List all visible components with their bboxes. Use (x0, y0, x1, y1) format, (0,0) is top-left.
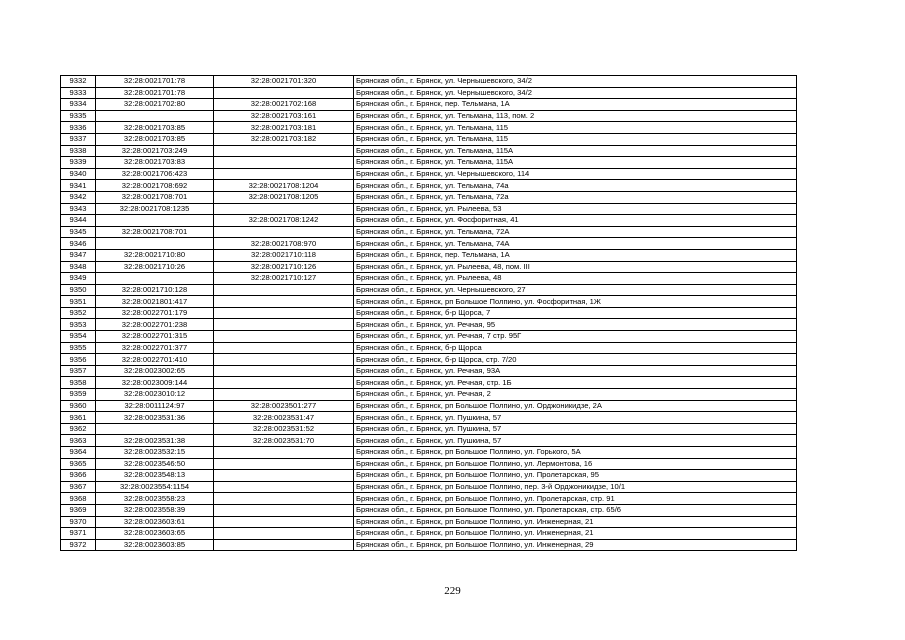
table-row (61, 249, 797, 261)
table-row (61, 99, 797, 111)
row-number-cell: 9359 (61, 389, 96, 401)
address-cell: Брянская обл., г. Брянск, рп Большое Полпино, ул. Пролетарская, стр. 91 (354, 493, 797, 505)
table-row (61, 168, 797, 180)
address-cell: Брянская обл., г. Брянск, ул. Пушкина, 57 (354, 423, 797, 435)
building-cadastral-number-cell: 32:28:0021703:161 (214, 110, 354, 122)
address-cell: Брянская обл., г. Брянск, рп Большое Полпино, ул. Орджоникидзе, 2А (354, 400, 797, 412)
cadastral-number-cell: 32:28:0023554:1154 (96, 481, 214, 493)
address-cell: Брянская обл., г. Брянск, ул. Чернышевского, 34/2 (354, 76, 797, 88)
row-number-cell: 9365 (61, 458, 96, 470)
cadastral-number-cell: 32:28:0023009:144 (96, 377, 214, 389)
building-cadastral-number-cell: 32:28:0021708:1205 (214, 191, 354, 203)
table-row (61, 87, 797, 99)
table-row (61, 504, 797, 516)
table-row (61, 435, 797, 447)
building-cadastral-number-cell (214, 377, 354, 389)
cadastral-number-cell (96, 215, 214, 227)
cadastral-number-cell (96, 423, 214, 435)
row-number-cell: 9361 (61, 412, 96, 424)
cadastral-number-cell: 32:28:0021710:26 (96, 261, 214, 273)
cadastral-number-cell: 32:28:0021701:78 (96, 76, 214, 88)
cadastral-number-cell: 32:28:0023548:13 (96, 470, 214, 482)
table-row (61, 203, 797, 215)
address-cell: Брянская обл., г. Брянск, ул. Тельмана, 115А (354, 145, 797, 157)
table-row (61, 389, 797, 401)
table-row (61, 238, 797, 250)
table-row (61, 261, 797, 273)
address-cell: Брянская обл., г. Брянск, ул. Чернышевского, 27 (354, 284, 797, 296)
row-number-cell: 9363 (61, 435, 96, 447)
row-number-cell: 9364 (61, 447, 96, 459)
building-cadastral-number-cell (214, 481, 354, 493)
address-cell: Брянская обл., г. Брянск, ул. Речная, 95 (354, 319, 797, 331)
address-cell: Брянская обл., г. Брянск, рп Большое Полпино, ул. Пролетарская, стр. 65/6 (354, 504, 797, 516)
row-number-cell: 9332 (61, 76, 96, 88)
cadastral-number-cell: 32:28:0021703:249 (96, 145, 214, 157)
address-cell: Брянская обл., г. Брянск, ул. Рылеева, 53 (354, 203, 797, 215)
table-row (61, 354, 797, 366)
cadastral-number-cell: 32:28:0022701:377 (96, 342, 214, 354)
cadastral-number-cell: 32:28:0021710:128 (96, 284, 214, 296)
address-cell: Брянская обл., г. Брянск, рп Большое Полпино, ул. Горького, 5А (354, 447, 797, 459)
table-row (61, 423, 797, 435)
row-number-cell: 9357 (61, 365, 96, 377)
cadastral-number-cell: 32:28:0023603:85 (96, 539, 214, 551)
table-row (61, 145, 797, 157)
row-number-cell: 9344 (61, 215, 96, 227)
building-cadastral-number-cell: 32:28:0021710:127 (214, 273, 354, 285)
row-number-cell: 9367 (61, 481, 96, 493)
building-cadastral-number-cell (214, 145, 354, 157)
building-cadastral-number-cell: 32:28:0021701:320 (214, 76, 354, 88)
building-cadastral-number-cell: 32:28:0021708:1242 (214, 215, 354, 227)
row-number-cell: 9349 (61, 273, 96, 285)
building-cadastral-number-cell: 32:28:0021710:118 (214, 249, 354, 261)
row-number-cell: 9360 (61, 400, 96, 412)
building-cadastral-number-cell (214, 470, 354, 482)
cadastral-number-cell: 32:28:0023558:39 (96, 504, 214, 516)
building-cadastral-number-cell (214, 296, 354, 308)
building-cadastral-number-cell (214, 516, 354, 528)
table-row (61, 215, 797, 227)
cadastral-number-cell: 32:28:0022701:315 (96, 331, 214, 343)
row-number-cell: 9339 (61, 157, 96, 169)
address-cell: Брянская обл., г. Брянск, ул. Тельмана, 74а (354, 180, 797, 192)
building-cadastral-number-cell: 32:28:0023531:47 (214, 412, 354, 424)
row-number-cell: 9341 (61, 180, 96, 192)
row-number-cell: 9342 (61, 191, 96, 203)
address-cell: Брянская обл., г. Брянск, ул. Тельмана, 115А (354, 157, 797, 169)
address-cell: Брянская обл., г. Брянск, ул. Пушкина, 57 (354, 435, 797, 447)
row-number-cell: 9362 (61, 423, 96, 435)
address-cell: Брянская обл., г. Брянск, ул. Рылеева, 48 (354, 273, 797, 285)
row-number-cell: 9348 (61, 261, 96, 273)
row-number-cell: 9340 (61, 168, 96, 180)
cadastral-number-cell: 32:28:0021710:80 (96, 249, 214, 261)
row-number-cell: 9370 (61, 516, 96, 528)
cadastral-number-cell: 32:28:0011124:97 (96, 400, 214, 412)
table-row (61, 122, 797, 134)
table-row (61, 412, 797, 424)
cadastral-number-cell: 32:28:0021703:83 (96, 157, 214, 169)
table-row (61, 458, 797, 470)
row-number-cell: 9355 (61, 342, 96, 354)
building-cadastral-number-cell (214, 447, 354, 459)
row-number-cell: 9369 (61, 504, 96, 516)
address-cell: Брянская обл., г. Брянск, рп Большое Полпино, ул. Инженерная, 29 (354, 539, 797, 551)
cadastral-number-cell: 32:28:0022701:179 (96, 307, 214, 319)
row-number-cell: 9354 (61, 331, 96, 343)
row-number-cell: 9368 (61, 493, 96, 505)
cadastral-number-cell (96, 273, 214, 285)
address-cell: Брянская обл., г. Брянск, ул. Речная, 2 (354, 389, 797, 401)
address-cell: Брянская обл., г. Брянск, рп Большое Полпино, ул. Пролетарская, 95 (354, 470, 797, 482)
table-row (61, 284, 797, 296)
address-cell: Брянская обл., г. Брянск, ул. Тельмана, 74А (354, 238, 797, 250)
address-cell: Брянская обл., г. Брянск, б-р Щорса (354, 342, 797, 354)
building-cadastral-number-cell: 32:28:0021703:182 (214, 133, 354, 145)
row-number-cell: 9347 (61, 249, 96, 261)
cadastral-number-cell: 32:28:0023603:65 (96, 528, 214, 540)
table-row (61, 528, 797, 540)
table-row (61, 296, 797, 308)
cadastral-number-cell: 32:28:0021708:692 (96, 180, 214, 192)
cadastral-number-cell: 32:28:0021703:85 (96, 122, 214, 134)
cadastral-number-cell: 32:28:0023531:38 (96, 435, 214, 447)
cadastral-number-cell: 32:28:0023531:36 (96, 412, 214, 424)
building-cadastral-number-cell: 32:28:0023531:52 (214, 423, 354, 435)
row-number-cell: 9366 (61, 470, 96, 482)
cadastral-number-cell: 32:28:0021703:85 (96, 133, 214, 145)
cadastral-number-cell: 32:28:0023532:15 (96, 447, 214, 459)
address-cell: Брянская обл., г. Брянск, пер. Тельмана, 1А (354, 99, 797, 111)
cadastral-number-cell (96, 110, 214, 122)
cadastral-number-cell: 32:28:0022701:238 (96, 319, 214, 331)
table-row (61, 133, 797, 145)
table-row (61, 180, 797, 192)
address-cell: Брянская обл., г. Брянск, ул. Фосфоритная, 41 (354, 215, 797, 227)
table-row (61, 331, 797, 343)
address-cell: Брянская обл., г. Брянск, пер. Тельмана, 1А (354, 249, 797, 261)
table-row (61, 470, 797, 482)
address-cell: Брянская обл., г. Брянск, ул. Чернышевского, 114 (354, 168, 797, 180)
row-number-cell: 9358 (61, 377, 96, 389)
building-cadastral-number-cell (214, 504, 354, 516)
row-number-cell: 9351 (61, 296, 96, 308)
table-row (61, 110, 797, 122)
building-cadastral-number-cell (214, 365, 354, 377)
cadastral-number-cell: 32:28:0023558:23 (96, 493, 214, 505)
cadastral-number-cell: 32:28:0021708:1235 (96, 203, 214, 215)
table-row (61, 481, 797, 493)
row-number-cell: 9352 (61, 307, 96, 319)
building-cadastral-number-cell (214, 168, 354, 180)
building-cadastral-number-cell (214, 319, 354, 331)
cadastral-number-cell: 32:28:0021706:423 (96, 168, 214, 180)
row-number-cell: 9334 (61, 99, 96, 111)
address-cell: Брянская обл., г. Брянск, ул. Пушкина, 57 (354, 412, 797, 424)
address-cell: Брянская обл., г. Брянск, ул. Чернышевского, 34/2 (354, 87, 797, 99)
building-cadastral-number-cell: 32:28:0021703:181 (214, 122, 354, 134)
cadastral-number-cell: 32:28:0023002:65 (96, 365, 214, 377)
cadastral-number-cell: 32:28:0021702:80 (96, 99, 214, 111)
building-cadastral-number-cell: 32:28:0021708:1204 (214, 180, 354, 192)
row-number-cell: 9346 (61, 238, 96, 250)
building-cadastral-number-cell: 32:28:0021702:168 (214, 99, 354, 111)
address-cell: Брянская обл., г. Брянск, ул. Тельмана, 115 (354, 133, 797, 145)
table-row (61, 319, 797, 331)
row-number-cell: 9335 (61, 110, 96, 122)
cadastral-number-cell: 32:28:0023546:50 (96, 458, 214, 470)
cadastral-number-cell: 32:28:0021701:78 (96, 87, 214, 99)
registry-table (60, 75, 797, 551)
table-row (61, 191, 797, 203)
building-cadastral-number-cell: 32:28:0021708:970 (214, 238, 354, 250)
address-cell: Брянская обл., г. Брянск, рп Большое Полпино, ул. Фосфоритная, 1Ж (354, 296, 797, 308)
address-cell: Брянская обл., г. Брянск, рп Большое Полпино, ул. Инженерная, 21 (354, 528, 797, 540)
cadastral-number-cell: 32:28:0022701:410 (96, 354, 214, 366)
row-number-cell: 9350 (61, 284, 96, 296)
cadastral-number-cell: 32:28:0023010:12 (96, 389, 214, 401)
table-row (61, 539, 797, 551)
building-cadastral-number-cell (214, 458, 354, 470)
table-row (61, 400, 797, 412)
building-cadastral-number-cell (214, 331, 354, 343)
building-cadastral-number-cell (214, 87, 354, 99)
building-cadastral-number-cell (214, 157, 354, 169)
row-number-cell: 9336 (61, 122, 96, 134)
table-row (61, 365, 797, 377)
address-cell: Брянская обл., г. Брянск, ул. Речная, 93А (354, 365, 797, 377)
registry-table-body (61, 76, 797, 551)
address-cell: Брянская обл., г. Брянск, б-р Щорса, стр. 7/20 (354, 354, 797, 366)
address-cell: Брянская обл., г. Брянск, ул. Речная, 7 стр. 95Г (354, 331, 797, 343)
building-cadastral-number-cell: 32:28:0023501:277 (214, 400, 354, 412)
table-row (61, 307, 797, 319)
building-cadastral-number-cell (214, 354, 354, 366)
cadastral-number-cell: 32:28:0023603:61 (96, 516, 214, 528)
address-cell: Брянская обл., г. Брянск, рп Большое Полпино, пер. 3-й Орджоникидзе, 10/1 (354, 481, 797, 493)
address-cell: Брянская обл., г. Брянск, ул. Тельмана, 113, пом. 2 (354, 110, 797, 122)
building-cadastral-number-cell (214, 203, 354, 215)
table-row (61, 76, 797, 88)
cadastral-number-cell: 32:28:0021708:701 (96, 226, 214, 238)
row-number-cell: 9343 (61, 203, 96, 215)
page-number: 229 (444, 585, 461, 597)
table-row (61, 342, 797, 354)
table-row (61, 273, 797, 285)
address-cell: Брянская обл., г. Брянск, ул. Тельмана, 115 (354, 122, 797, 134)
address-cell: Брянская обл., г. Брянск, рп Большое Полпино, ул. Инженерная, 21 (354, 516, 797, 528)
building-cadastral-number-cell: 32:28:0023531:70 (214, 435, 354, 447)
building-cadastral-number-cell (214, 528, 354, 540)
row-number-cell: 9337 (61, 133, 96, 145)
building-cadastral-number-cell (214, 389, 354, 401)
building-cadastral-number-cell (214, 539, 354, 551)
address-cell: Брянская обл., г. Брянск, ул. Речная, стр. 1Б (354, 377, 797, 389)
address-cell: Брянская обл., г. Брянск, ул. Тельмана, 72А (354, 226, 797, 238)
building-cadastral-number-cell (214, 284, 354, 296)
building-cadastral-number-cell: 32:28:0021710:126 (214, 261, 354, 273)
table-row (61, 157, 797, 169)
address-cell: Брянская обл., г. Брянск, б-р Щорса, 7 (354, 307, 797, 319)
table-row (61, 447, 797, 459)
building-cadastral-number-cell (214, 226, 354, 238)
building-cadastral-number-cell (214, 307, 354, 319)
building-cadastral-number-cell (214, 493, 354, 505)
table-row (61, 377, 797, 389)
cadastral-number-cell: 32:28:0021708:701 (96, 191, 214, 203)
row-number-cell: 9356 (61, 354, 96, 366)
address-cell: Брянская обл., г. Брянск, ул. Рылеева, 48, пом. III (354, 261, 797, 273)
building-cadastral-number-cell (214, 342, 354, 354)
row-number-cell: 9333 (61, 87, 96, 99)
address-cell: Брянская обл., г. Брянск, рп Большое Полпино, ул. Лермонтова, 16 (354, 458, 797, 470)
row-number-cell: 9353 (61, 319, 96, 331)
table-row (61, 226, 797, 238)
table-row (61, 516, 797, 528)
table-row (61, 493, 797, 505)
cadastral-number-cell: 32:28:0021801:417 (96, 296, 214, 308)
address-cell: Брянская обл., г. Брянск, ул. Тельмана, 72а (354, 191, 797, 203)
row-number-cell: 9372 (61, 539, 96, 551)
cadastral-number-cell (96, 238, 214, 250)
row-number-cell: 9338 (61, 145, 96, 157)
row-number-cell: 9371 (61, 528, 96, 540)
row-number-cell: 9345 (61, 226, 96, 238)
